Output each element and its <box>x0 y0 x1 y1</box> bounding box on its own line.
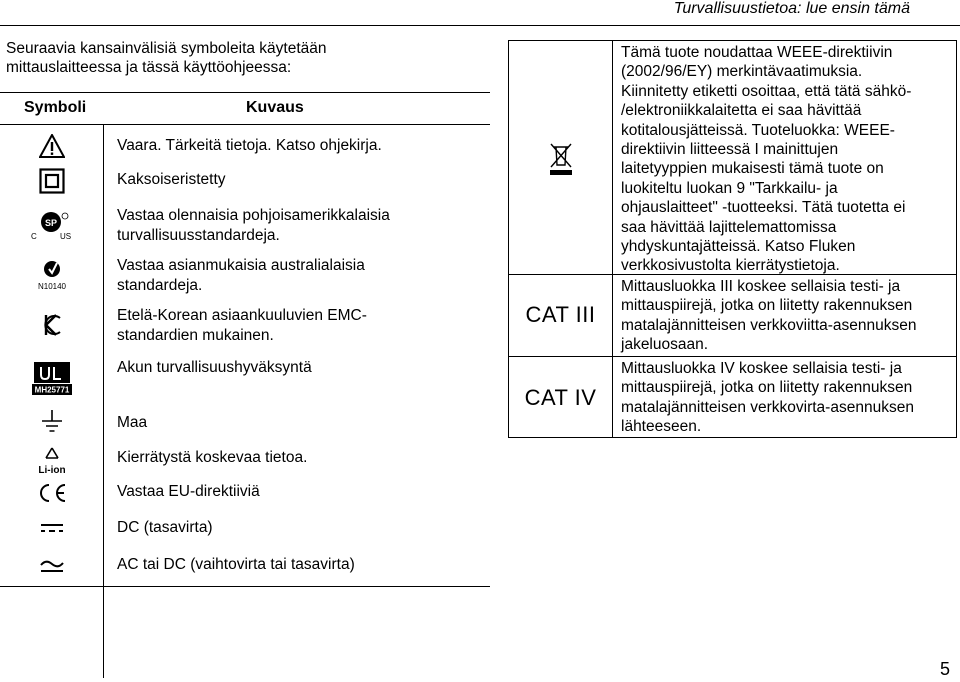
description-line: Kierrätystä koskevaa tietoa. <box>117 449 308 466</box>
svg-text:Li-ion: Li-ion <box>37 465 66 476</box>
description-line: AC tai DC (vaihtovirta tai tasavirta) <box>117 556 355 573</box>
description-line: ohjauslaitteet" -tuotteeksi. Tätä tuotetta ei <box>621 199 906 217</box>
intro-line-2: mittauslaitteessa ja tässä käyttöohjeessa: <box>6 59 292 76</box>
description-line: saa hävittää lajittelemattomissa <box>621 218 837 236</box>
description-line: Akun turvallisuushyväksyntä <box>117 359 312 376</box>
row-rule <box>509 274 956 275</box>
column-divider <box>612 41 613 437</box>
list-item <box>117 482 477 502</box>
column-header-description: Kuvaus <box>246 99 304 116</box>
description-line: standardeja. <box>117 277 203 294</box>
description-line: Kaksoiseristetty <box>117 171 226 188</box>
symbol-table-right <box>508 40 957 438</box>
table-header-rule <box>0 124 490 125</box>
intro-line-1: Seuraavia kansainvälisiä symboleita käytetään <box>6 40 327 57</box>
description-line: lähteeseen. <box>621 418 702 436</box>
weee-crossed-bin-icon <box>509 139 612 181</box>
list-item <box>621 43 951 276</box>
list-item <box>621 359 951 437</box>
description-line: laitetyyppien mukaisesti tämä tuote on <box>621 160 884 178</box>
warning-triangle-icon <box>0 130 103 162</box>
cat-iii-symbol: CAT III <box>525 302 596 327</box>
description-line: direktiivin liitteessä I mainittujen <box>621 141 839 159</box>
ul-battery-mark-icon <box>0 358 103 398</box>
description-line: verkkosivustolta kierrätystietoja. <box>621 257 840 275</box>
svg-text:MH25771: MH25771 <box>34 385 69 395</box>
list-item <box>117 170 477 190</box>
table-bottom-rule <box>0 586 490 587</box>
intro-text <box>6 39 406 77</box>
running-header: Turvallisuustietoa: lue ensin tämä <box>673 0 910 17</box>
table-top-rule <box>0 92 490 93</box>
description-line: Vastaa olennaisia pohjoisamerikkalaisia <box>117 207 390 224</box>
description-line: Kiinnitetty etiketti osoittaa, että tätä sähkö- <box>621 82 912 100</box>
list-item <box>621 277 951 355</box>
recycle-li-ion-icon <box>0 446 103 476</box>
list-item <box>117 136 477 156</box>
description-line: standardien mukainen. <box>117 327 274 344</box>
header-rule <box>0 25 960 26</box>
list-item <box>117 448 477 468</box>
description-line: /elektroniikkalaitetta ei saa hävittää <box>621 102 862 120</box>
description-line: DC (tasavirta) <box>117 519 213 536</box>
description-line: turvallisuusstandardeja. <box>117 227 280 244</box>
list-item <box>117 518 477 538</box>
description-line: Maa <box>117 414 148 431</box>
description-line: luokiteltu luokan 9 "Tarkkailu- ja <box>621 179 838 197</box>
ce-mark-icon <box>0 480 103 506</box>
description-line: matalajännitteisen verkkoviitta-asennuksen <box>621 316 917 334</box>
description-line: Tämä tuote noudattaa WEEE-direktiivin <box>621 44 893 61</box>
list-item <box>117 358 477 378</box>
column-header-symbol: Symboli <box>24 99 87 116</box>
list-item <box>117 413 477 433</box>
svg-text:US: US <box>59 232 71 241</box>
description-line: Vastaa EU-direktiiviä <box>117 483 260 500</box>
description-line: jakeluosaan. <box>621 336 709 354</box>
description-line: Vastaa asianmukaisia australialaisia <box>117 257 365 274</box>
page-number: 5 <box>939 659 950 679</box>
svg-text:SP: SP <box>44 218 57 228</box>
ac-dc-icon <box>0 554 103 578</box>
description-line: matalajännitteisen verkkovirta-asennuksen <box>621 398 914 416</box>
description-line: yhdyskuntajätteissä. Katso Fluken <box>621 238 856 256</box>
earth-ground-icon <box>0 406 103 436</box>
double-insulated-icon <box>0 166 103 196</box>
description-line: Etelä-Korean asiaankuuluvien EMC- <box>117 307 367 324</box>
csa-mark-icon <box>0 204 103 244</box>
description-line: Vaara. Tärkeitä tietoja. Katso ohjekirja. <box>117 137 382 154</box>
column-divider <box>103 124 104 678</box>
description-line: mittauspiirejä, jotka on liitetty rakennuksen <box>621 379 913 397</box>
description-line: Mittausluokka III koskee sellaisia testi- ja <box>621 278 901 295</box>
row-rule <box>509 356 956 357</box>
svg-text:N10140: N10140 <box>37 282 66 291</box>
list-item <box>117 206 477 246</box>
list-item <box>117 555 477 575</box>
description-line: Mittausluokka IV koskee sellaisia testi- ja <box>621 360 902 377</box>
description-line: mittauspiirejä, jotka on liitetty rakennuksen <box>621 297 913 315</box>
description-line: (2002/96/EY) merkintävaatimuksia. <box>621 63 863 81</box>
kc-mark-icon <box>0 310 103 340</box>
svg-text:C: C <box>30 232 37 241</box>
c-tick-icon <box>0 258 103 292</box>
list-item <box>117 306 477 346</box>
cat-iv-symbol: CAT IV <box>524 385 597 410</box>
list-item <box>117 256 477 296</box>
description-line: kotitalousjätteissä. Tuoteluokka: WEEE- <box>621 121 895 139</box>
dc-icon <box>0 516 103 540</box>
